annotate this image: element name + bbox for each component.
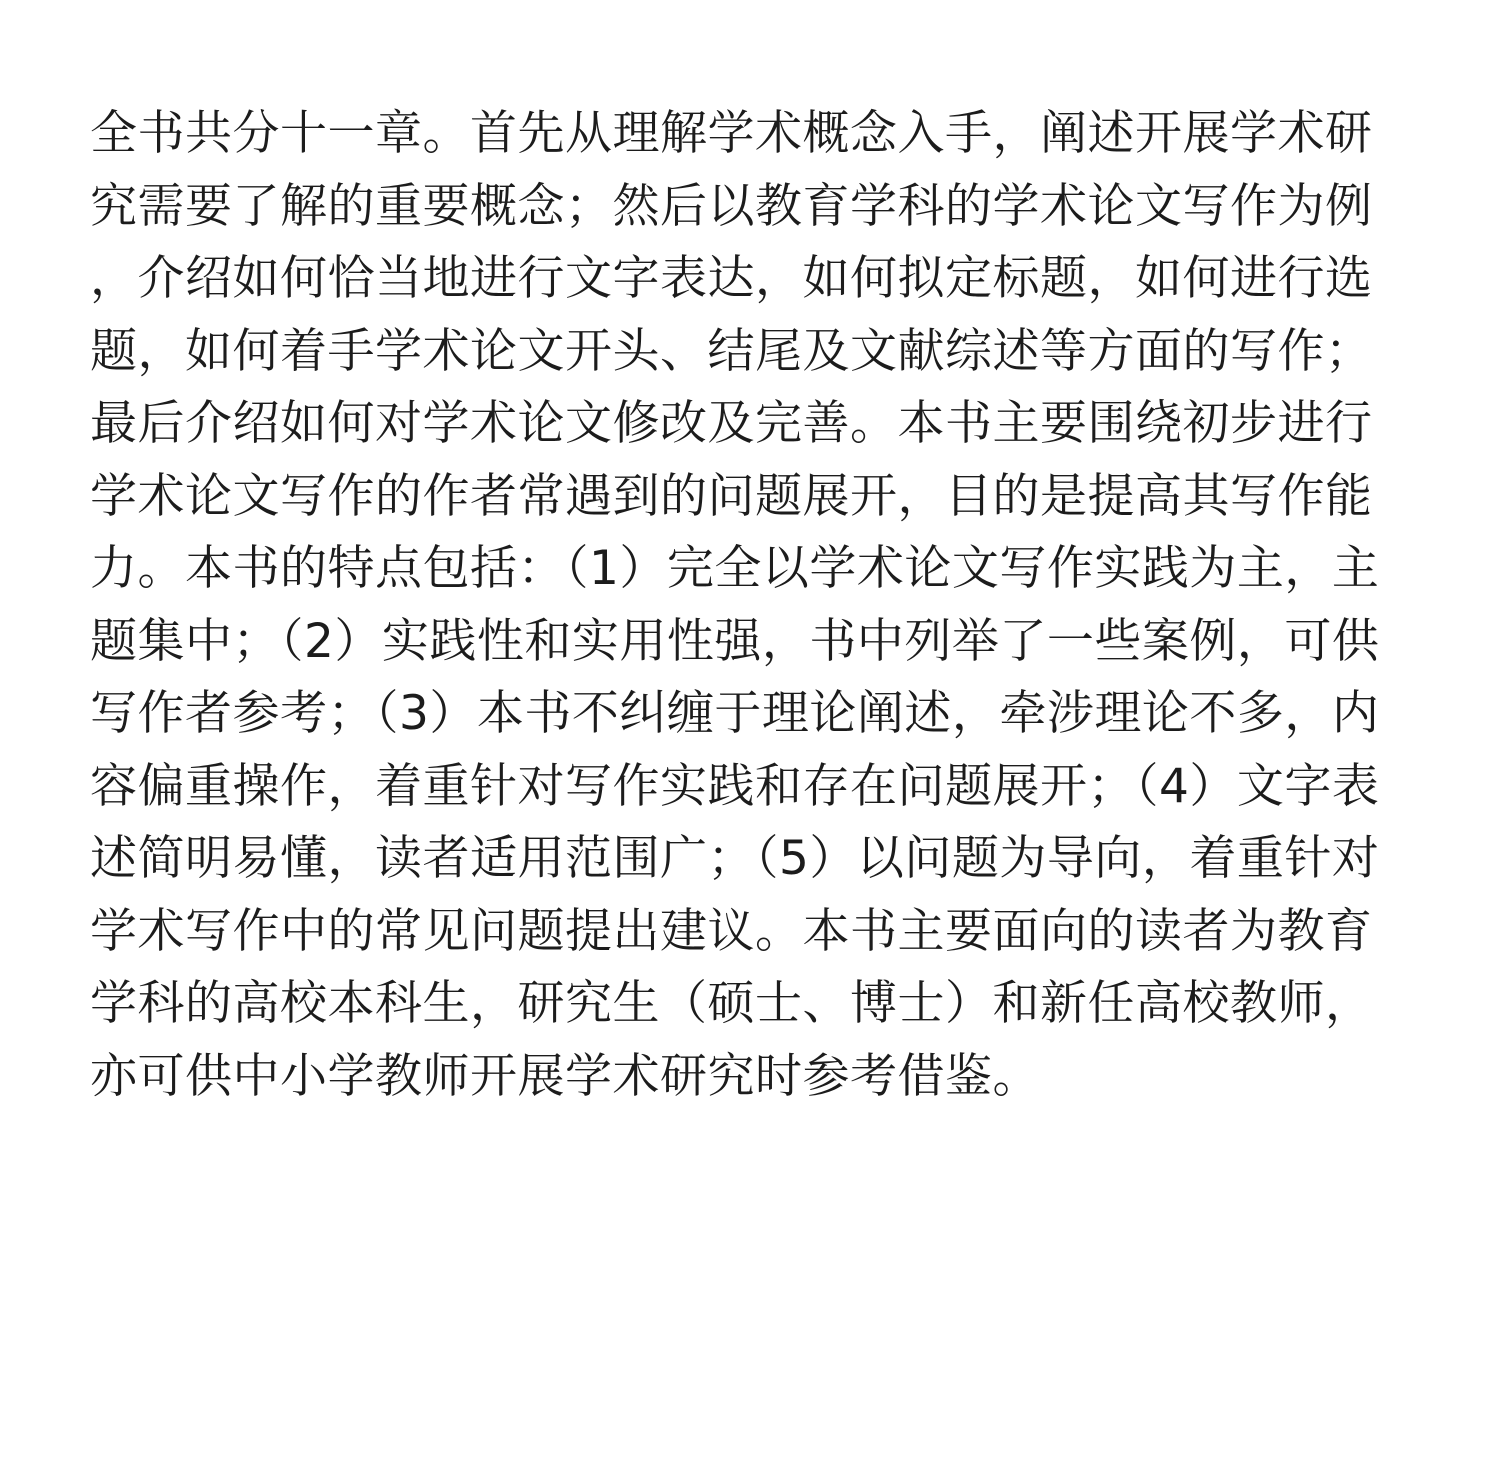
text-line-12: 学术写作中的常见问题提出建议。本书主要面向的读者为教育 xyxy=(90,903,1373,959)
text-line-10: 容偏重操作，着重针对写作实践和存在问题展开；（4）文字表 xyxy=(90,758,1380,814)
book-description-paragraph xyxy=(90,98,1430,1113)
text-line-7: 力。本书的特点包括：（1）完全以学术论文写作实践为主，主 xyxy=(90,541,1380,596)
text-line-1: 全书共分十一章。首先从理解学术概念入手，阐述开展学术研 xyxy=(90,106,1373,161)
text-line-11: 述简明易懂，读者适用范围广；（5）以问题为导向，着重针对 xyxy=(90,831,1380,886)
text-line-2: 究需要了解的重要概念；然后以教育学科的学术论文写作为例 xyxy=(90,178,1373,234)
text-line-14: 亦可供中小学教师开展学术研究时参考借鉴。 xyxy=(90,1048,1040,1104)
text-line-3: ，介绍如何恰当地进行文字表达，如何拟定标题，如何进行选 xyxy=(90,251,1373,306)
text-line-6: 学术论文写作的作者常遇到的问题展开，目的是提高其写作能 xyxy=(90,468,1373,524)
text-line-9: 写作者参考；（3）本书不纠缠于理论阐述，牵涉理论不多，内 xyxy=(90,686,1380,741)
text-line-4: 题，如何着手学术论文开头、结尾及文献综述等方面的写作； xyxy=(90,323,1373,379)
text-line-5: 最后介绍如何对学术论文修改及完善。本书主要围绕初步进行 xyxy=(90,396,1373,451)
text-line-13: 学科的高校本科生，研究生（硕士、博士）和新任高校教师， xyxy=(90,976,1373,1031)
text-line-8: 题集中；（2）实践性和实用性强，书中列举了一些案例，可供 xyxy=(90,613,1380,669)
